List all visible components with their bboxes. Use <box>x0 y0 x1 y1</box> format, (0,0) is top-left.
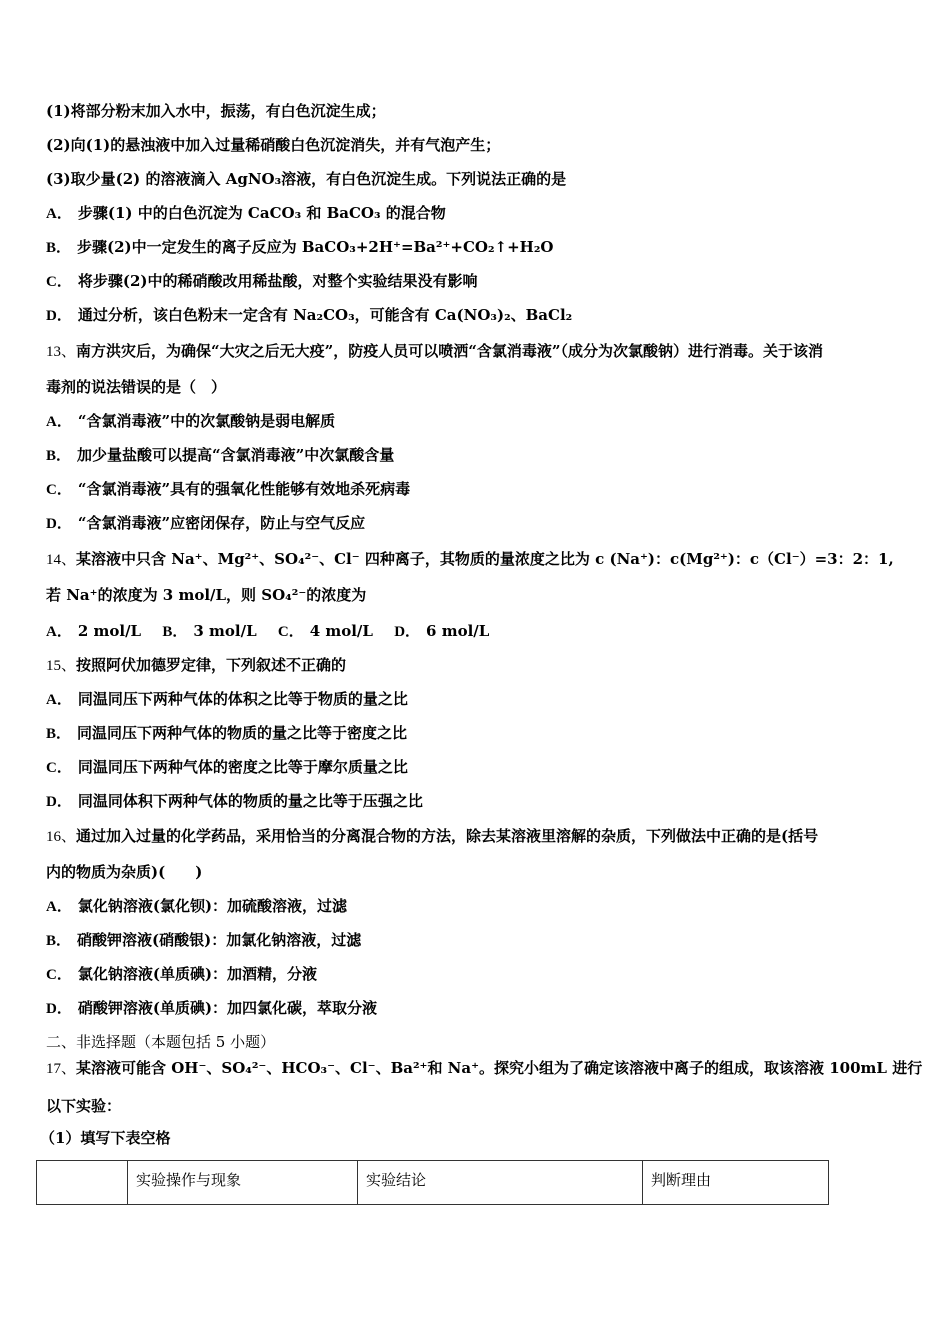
option-text: 同温同压下两种气体的物质的量之比等于密度之比 <box>77 724 408 742</box>
q16-option-d <box>46 998 377 1019</box>
q12-step-3: (3)取少量(2) 的溶液滴入 AgNO₃溶液，有白色沉淀生成。下列说法正确的是 <box>46 170 567 188</box>
option-label: C． <box>46 967 72 983</box>
q13-option-c <box>46 479 410 500</box>
q16-option-b <box>46 930 361 951</box>
question-text: 通过加入过量的化学药品，采用恰当的分离混合物的方法，除去某溶液里溶解的杂质，下列做法中正确的是(括号 <box>76 827 819 845</box>
option-text: 硝酸钾溶液(单质碘)：加四氯化碳，萃取分液 <box>77 999 378 1017</box>
option-label: A． <box>46 692 72 708</box>
option-text: 同温同压下两种气体的密度之比等于摩尔质量之比 <box>77 758 408 776</box>
option-text: “含氯消毒液”应密闭保存，防止与空气反应 <box>77 514 366 532</box>
option-text: 同温同体积下两种气体的物质的量之比等于压强之比 <box>77 792 423 810</box>
option-label: B． <box>46 933 72 949</box>
question-number: 13、 <box>46 344 77 360</box>
option-text: 加少量盐酸可以提高“含氯消毒液”中次氯酸含量 <box>77 446 395 464</box>
option-text: 硝酸钾溶液(硝酸银)：加氯化钠溶液，过滤 <box>77 931 362 949</box>
q17-stem-cont: 以下实验： <box>46 1097 122 1115</box>
section-title: 二、非选择题（本题包括 5 小题） <box>46 1033 276 1051</box>
q15-option-a <box>46 689 408 710</box>
option-text: 氯化钠溶液(氯化钡)：加硫酸溶液，过滤 <box>77 897 348 915</box>
option-label: A． <box>46 206 72 222</box>
question-number: 16、 <box>46 829 77 845</box>
table-header-row <box>37 1161 829 1205</box>
q16-option-a <box>46 896 347 917</box>
q16-stem <box>46 826 818 847</box>
q14-options <box>46 621 489 642</box>
q13-option-a <box>46 411 335 432</box>
q12-option-d <box>46 305 572 326</box>
q16-option-c <box>46 964 317 985</box>
option-text: 3 mol/L <box>193 622 257 640</box>
option-text: 步骤(2)中一定发生的离子反应为 BaCO₃+2H⁺=Ba²⁺+CO₂↑+H₂O <box>77 238 554 256</box>
question-number: 17、 <box>46 1061 77 1077</box>
option-text: 将步骤(2)中的稀硝酸改用稀盐酸，对整个实验结果没有影响 <box>77 272 478 290</box>
q12-step-2: (2)向(1)的悬浊液中加入过量稀硝酸白色沉淀消失，并有气泡产生； <box>46 136 501 154</box>
experiment-table <box>36 1160 829 1205</box>
option-label: D． <box>394 624 421 640</box>
option-text: 通过分析，该白色粉末一定含有 Na₂CO₃，可能含有 Ca(NO₃)₂、BaCl₂ <box>77 306 573 324</box>
q15-option-d <box>46 791 423 812</box>
option-label: B． <box>162 624 188 640</box>
option-label: C． <box>277 624 304 640</box>
q17-sub-question-1: （1）填写下表空格 <box>40 1129 171 1147</box>
q13-option-d <box>46 513 365 534</box>
q12-step-1: (1)将部分粉末加入水中，振荡，有白色沉淀生成； <box>46 102 386 120</box>
option-text: 同温同压下两种气体的体积之比等于物质的量之比 <box>77 690 408 708</box>
q13-option-b <box>46 445 394 466</box>
option-label: D． <box>46 308 72 324</box>
question-text: 按照阿伏加德罗定律，下列叙述不正确的 <box>76 656 347 674</box>
q14-stem <box>46 549 894 570</box>
q12-option-c <box>46 271 477 292</box>
question-number: 14、 <box>46 552 77 568</box>
option-text: 6 mol/L <box>426 622 490 640</box>
question-text: 南方洪灾后，为确保“大灾之后无大疫”，防疫人员可以喷洒“含氯消毒液”（成分为次氯酸钠）进行消毒。关于该消 <box>76 342 824 360</box>
option-label: A． <box>46 899 72 915</box>
option-text: “含氯消毒液”具有的强氧化性能够有效地杀死病毒 <box>77 480 411 498</box>
option-text: 2 mol/L <box>77 622 142 640</box>
option-label: B． <box>46 240 72 256</box>
q14-stem-cont: 若 Na⁺的浓度为 3 mol/L，则 SO₄²⁻的浓度为 <box>46 586 367 604</box>
question-text: 某溶液中只含 Na⁺、Mg²⁺、SO₄²⁻、Cl⁻ 四种离子，其物质的量浓度之比为 c (Na⁺)：c(Mg²⁺)：c（Cl⁻）=3：2：1, <box>76 550 894 568</box>
table-header-operation: 实验操作与现象 <box>128 1161 358 1205</box>
option-label: A． <box>46 414 72 430</box>
option-label: B． <box>46 448 72 464</box>
q16-stem-cont: 内的物质为杂质)( ) <box>46 863 203 881</box>
question-number: 15、 <box>46 658 77 674</box>
option-label: D． <box>46 516 72 532</box>
q15-stem <box>46 655 346 676</box>
q15-option-b <box>46 723 407 744</box>
option-label: A． <box>46 624 72 640</box>
table-cell-blank[interactable] <box>37 1161 128 1205</box>
option-label: C． <box>46 274 72 290</box>
q15-option-c <box>46 757 408 778</box>
table-header-conclusion: 实验结论 <box>358 1161 643 1205</box>
option-label: D． <box>46 1001 72 1017</box>
option-label: D． <box>46 794 72 810</box>
q13-stem <box>46 341 823 362</box>
option-text: 氯化钠溶液(单质碘)：加酒精，分液 <box>77 965 318 983</box>
option-label: B． <box>46 726 72 742</box>
option-text: 步骤(1) 中的白色沉淀为 CaCO₃ 和 BaCO₃ 的混合物 <box>77 204 446 222</box>
table-header-reason: 判断理由 <box>643 1161 829 1205</box>
q12-option-a <box>46 203 446 224</box>
option-label: C． <box>46 482 72 498</box>
option-text: “含氯消毒液”中的次氯酸钠是弱电解质 <box>77 412 336 430</box>
q17-stem <box>46 1058 922 1079</box>
option-text: 4 mol/L <box>309 622 373 640</box>
question-text: 某溶液可能含 OH⁻、SO₄²⁻、HCO₃⁻、Cl⁻、Ba²⁺和 Na⁺。探究小组为了确定该溶液中离子的组成，取该溶液 100mL 进行 <box>76 1059 923 1077</box>
q12-option-b <box>46 237 553 258</box>
option-label: C． <box>46 760 72 776</box>
q13-stem-cont: 毒剂的说法错误的是（ ） <box>46 378 227 396</box>
